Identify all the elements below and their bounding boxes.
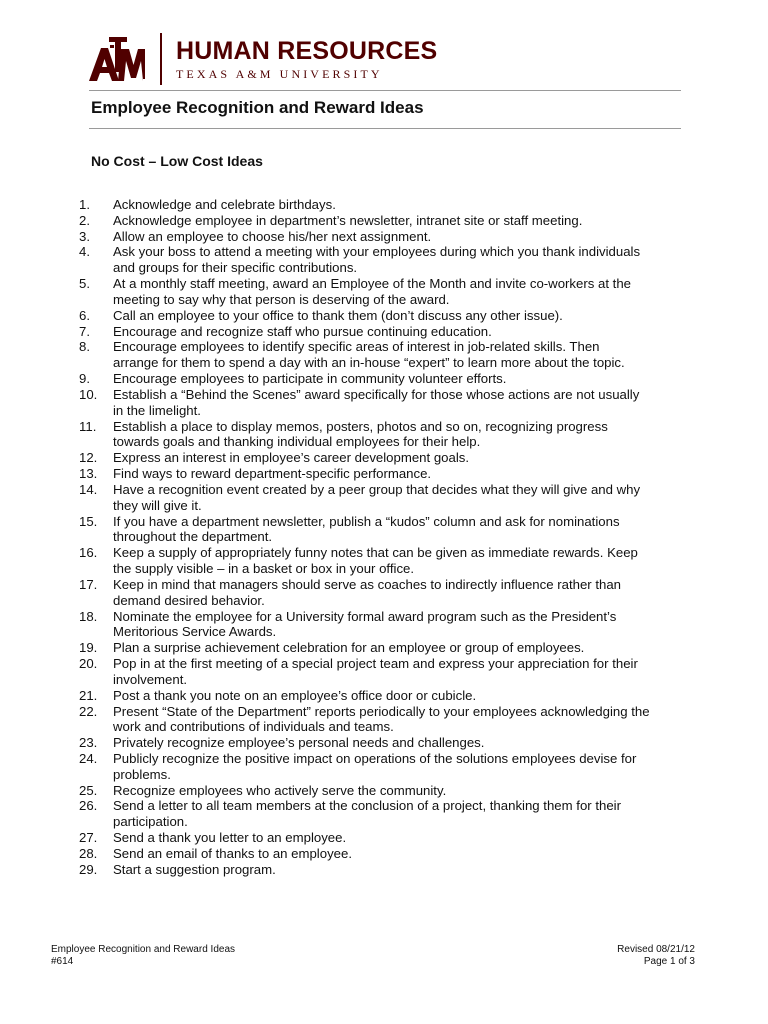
department-name (176, 36, 438, 81)
title-top-rule (89, 90, 681, 91)
list-item (79, 656, 679, 688)
list-item (79, 862, 679, 878)
list-item-number: 27. (79, 830, 98, 846)
list-item (79, 640, 679, 656)
list-item-number: 12. (79, 450, 98, 466)
atm-logo-icon (88, 32, 146, 86)
list-item-text: Start a suggestion program. (113, 861, 276, 877)
page-header (88, 30, 437, 88)
list-item-text: Acknowledge and celebrate birthdays. (113, 197, 336, 212)
list-item (79, 339, 679, 371)
list-item (79, 783, 679, 799)
list-item-text: Establish a “Behind the Scenes” award specifically for those whose actions are not usually in the limelight. (113, 386, 640, 418)
list-item (79, 197, 679, 213)
list-item-text: Encourage employees to identify specific areas of interest in job-related skills. Then arrange for them to spend a day with an in-house “expert” to learn more about the topic. (113, 339, 625, 371)
list-item-number: 20. (79, 656, 98, 672)
list-item (79, 387, 679, 419)
list-item-text: Send a thank you letter to an employee. (113, 830, 347, 846)
list-item-text: Privately recognize employee’s personal needs and challenges. (113, 735, 485, 751)
list-item-number: 17. (79, 576, 98, 592)
footer-document-number: #614 (51, 956, 74, 967)
list-item-number: 5. (79, 276, 90, 292)
idea-list (79, 197, 679, 878)
list-item-text: At a monthly staff meeting, award an Employee of the Month and invite co-workers at the meeting to say why that person is deserving of the award. (113, 276, 632, 307)
list-item (79, 830, 679, 846)
list-item-number: 24. (79, 750, 98, 766)
list-item (79, 609, 679, 641)
list-item-text: Present “State of the Department” reports periodically to your employees acknowledging the work and contributions of individuals and teams. (113, 703, 650, 735)
list-item-text: Acknowledge employee in department’s newsletter, intranet site or staff meeting. (113, 212, 583, 228)
list-item-number: 6. (79, 307, 90, 323)
list-item (79, 514, 679, 546)
list-item (79, 751, 679, 783)
list-item-text: If you have a department newsletter, publish a “kudos” column and ask for nominations throughout the department. (113, 513, 620, 545)
list-item-text: Have a recognition event created by a peer group that decides what they will give and why they will give it. (113, 481, 641, 513)
list-item-text: Call an employee to your office to thank them (don’t discuss any other issue). (113, 307, 563, 323)
list-item-text: Publicly recognize the positive impact on operations of the solutions employees devise for problems. (113, 750, 637, 782)
list-item-number: 19. (79, 640, 98, 656)
list-item-text: Plan a surprise achievement celebration for an employee or group of employees. (113, 640, 585, 656)
list-item-number: 1. (79, 197, 90, 212)
university-name: TEXAS A&M UNIVERSITY (176, 66, 383, 81)
list-item-number: 11. (79, 418, 97, 434)
list-item-text: Pop in at the first meeting of a special project team and express your appreciation for their involvement. (113, 656, 638, 687)
list-item (79, 704, 679, 736)
list-item (79, 213, 679, 229)
title-bottom-rule (89, 128, 681, 129)
list-item (79, 545, 679, 577)
list-item-text: Establish a place to display memos, posters, photos and so on, recognizing progress towards goals and thanking individual employees for their help. (113, 418, 608, 450)
list-item-number: 13. (79, 466, 98, 482)
list-item-number: 9. (79, 371, 90, 387)
list-item-text: Find ways to reward department-specific performance. (113, 466, 432, 482)
list-item (79, 276, 679, 308)
list-item-text: Allow an employee to choose his/her next assignment. (113, 228, 432, 244)
list-item-number: 10. (79, 386, 98, 402)
list-item-number: 16. (79, 545, 98, 561)
list-item-number: 28. (79, 845, 98, 861)
list-item (79, 324, 679, 340)
list-item-number: 14. (79, 481, 98, 497)
header-divider (160, 33, 162, 85)
list-item-number: 7. (79, 323, 90, 339)
list-item (79, 577, 679, 609)
footer-revision-date: Revised 08/21/12 (617, 944, 695, 955)
list-item-number: 4. (79, 244, 90, 260)
list-item-text: Recognize employees who actively serve the community. (113, 782, 447, 798)
section-heading: No Cost – Low Cost Ideas (91, 153, 263, 169)
list-item-text: Encourage and recognize staff who pursue continuing education. (113, 323, 492, 339)
list-item-number: 8. (79, 339, 90, 355)
list-item-text: Ask your boss to attend a meeting with your employees during which you thank individuals and groups for their specific contributions. (113, 244, 641, 276)
document-title: Employee Recognition and Reward Ideas (91, 98, 424, 117)
list-item (79, 229, 679, 245)
list-item (79, 688, 679, 704)
list-item (79, 482, 679, 514)
list-item-number: 29. (79, 861, 98, 877)
list-item (79, 308, 679, 324)
footer-right (617, 944, 695, 968)
list-item (79, 371, 679, 387)
list-item (79, 450, 679, 466)
list-item-text: Nominate the employee for a University formal award program such as the President’s Meritorious Service Awards. (113, 608, 617, 640)
list-item-number: 18. (79, 608, 98, 624)
footer-page-number: Page 1 of 3 (643, 956, 695, 967)
list-item-text: Encourage employees to participate in community volunteer efforts. (113, 371, 507, 387)
list-item-number: 26. (79, 798, 98, 814)
list-item-text: Post a thank you note on an employee’s office door or cubicle. (113, 687, 477, 703)
list-item-number: 22. (79, 703, 98, 719)
list-item-text: Keep a supply of appropriately funny notes that can be given as immediate rewards. Keep the supply visible – in a basket or box in your office. (113, 545, 638, 577)
list-item (79, 419, 679, 451)
list-item-text: Express an interest in employee’s career development goals. (113, 450, 470, 466)
list-item (79, 735, 679, 751)
list-item (79, 798, 679, 830)
footer-left (51, 944, 235, 968)
list-item-number: 25. (79, 782, 98, 798)
list-item-number: 23. (79, 735, 98, 751)
list-item-text: Keep in mind that managers should serve as coaches to indirectly influence rather than demand desired behavior. (113, 576, 622, 608)
list-item-number: 2. (79, 212, 90, 228)
footer-document-name: Employee Recognition and Reward Ideas (51, 944, 235, 955)
list-item-text: Send an email of thanks to an employee. (113, 845, 352, 861)
list-item-number: 21. (79, 687, 98, 703)
list-item-number: 15. (79, 513, 98, 529)
list-item (79, 244, 679, 276)
list-item-number: 3. (79, 228, 90, 244)
list-item-text: Send a letter to all team members at the conclusion of a project, thanking them for their participation. (113, 798, 621, 830)
department-title: HUMAN RESOURCES (176, 36, 438, 65)
list-item (79, 846, 679, 862)
list-item (79, 466, 679, 482)
